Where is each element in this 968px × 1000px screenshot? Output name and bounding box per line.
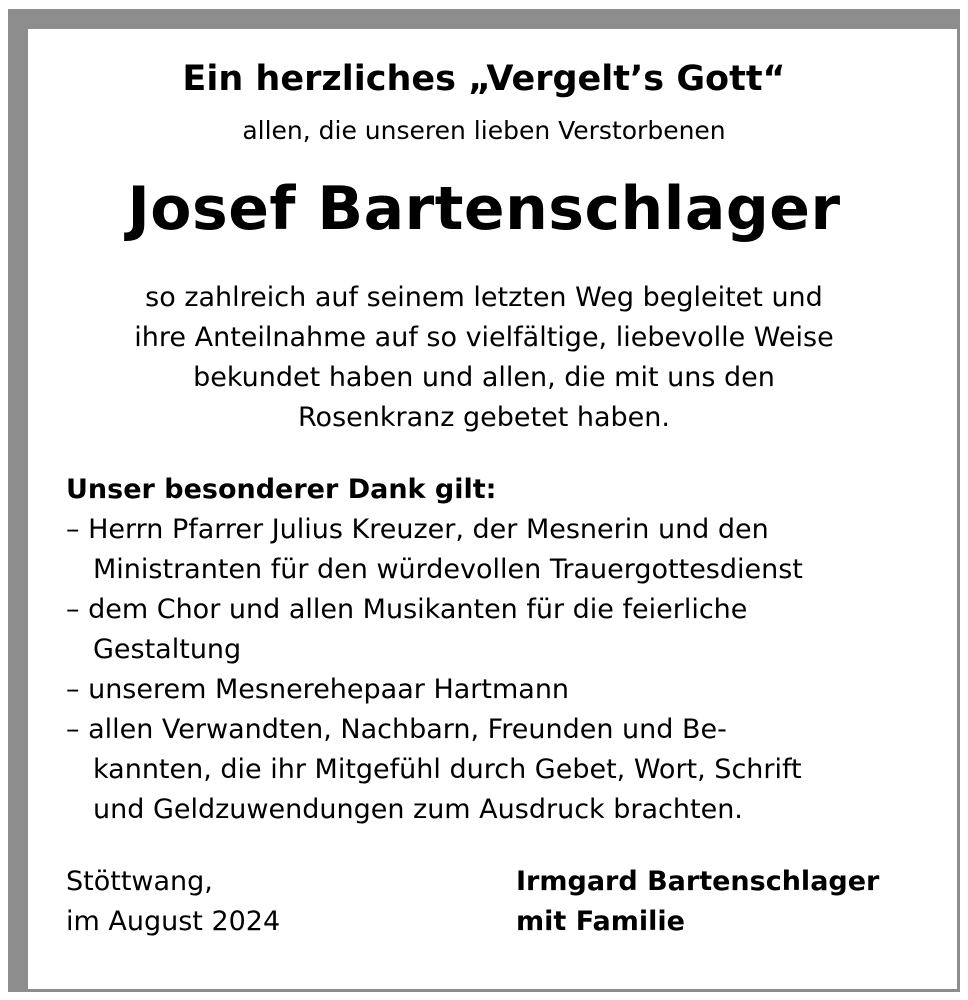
thanks-list-item: – dem Chor und allen Musikanten für die feierliche [66,594,748,625]
body-line: so zahlreich auf seinem letzten Weg begleitet und [145,282,823,313]
thanks-heading: Unser besonderer Dank gilt: [66,474,497,505]
date: im August 2024 [66,906,281,937]
signer-suffix: mit Familie [516,906,685,937]
thanks-list-item: – Herrn Pfarrer Julius Kreuzer, der Mesnerin und den [66,514,769,545]
thanks-list-item-continued: kannten, die ihr Mitgefühl durch Gebet, Wort, Schrift [93,754,802,785]
body-line: bekundet haben und allen, die mit uns den [193,362,775,393]
notice-subtitle: allen, die unseren lieben Verstorbenen [242,116,726,145]
thanks-list-item: – unserem Mesnerehepaar Hartmann [66,674,570,705]
place: Stöttwang, [66,866,213,897]
signer-name: Irmgard Bartenschlager [516,866,880,897]
body-line: Rosenkranz gebetet haben. [298,402,670,433]
thanks-list-item: – allen Verwandten, Nachbarn, Freunden und Be- [66,714,727,745]
deceased-name: Josef Bartenschlager [127,174,841,244]
body-line: ihre Anteilnahme auf so vielfältige, liebevolle Weise [134,322,834,353]
thanks-list-item-continued: und Geldzuwendungen zum Ausdruck brachten. [93,794,743,825]
thanks-list-item-continued: Gestaltung [93,634,242,665]
thanks-list-item-continued: Ministranten für den würdevollen Trauergottesdienst [93,554,803,585]
notice-title: Ein herzliches „Vergelt’s Gott“ [182,59,786,99]
